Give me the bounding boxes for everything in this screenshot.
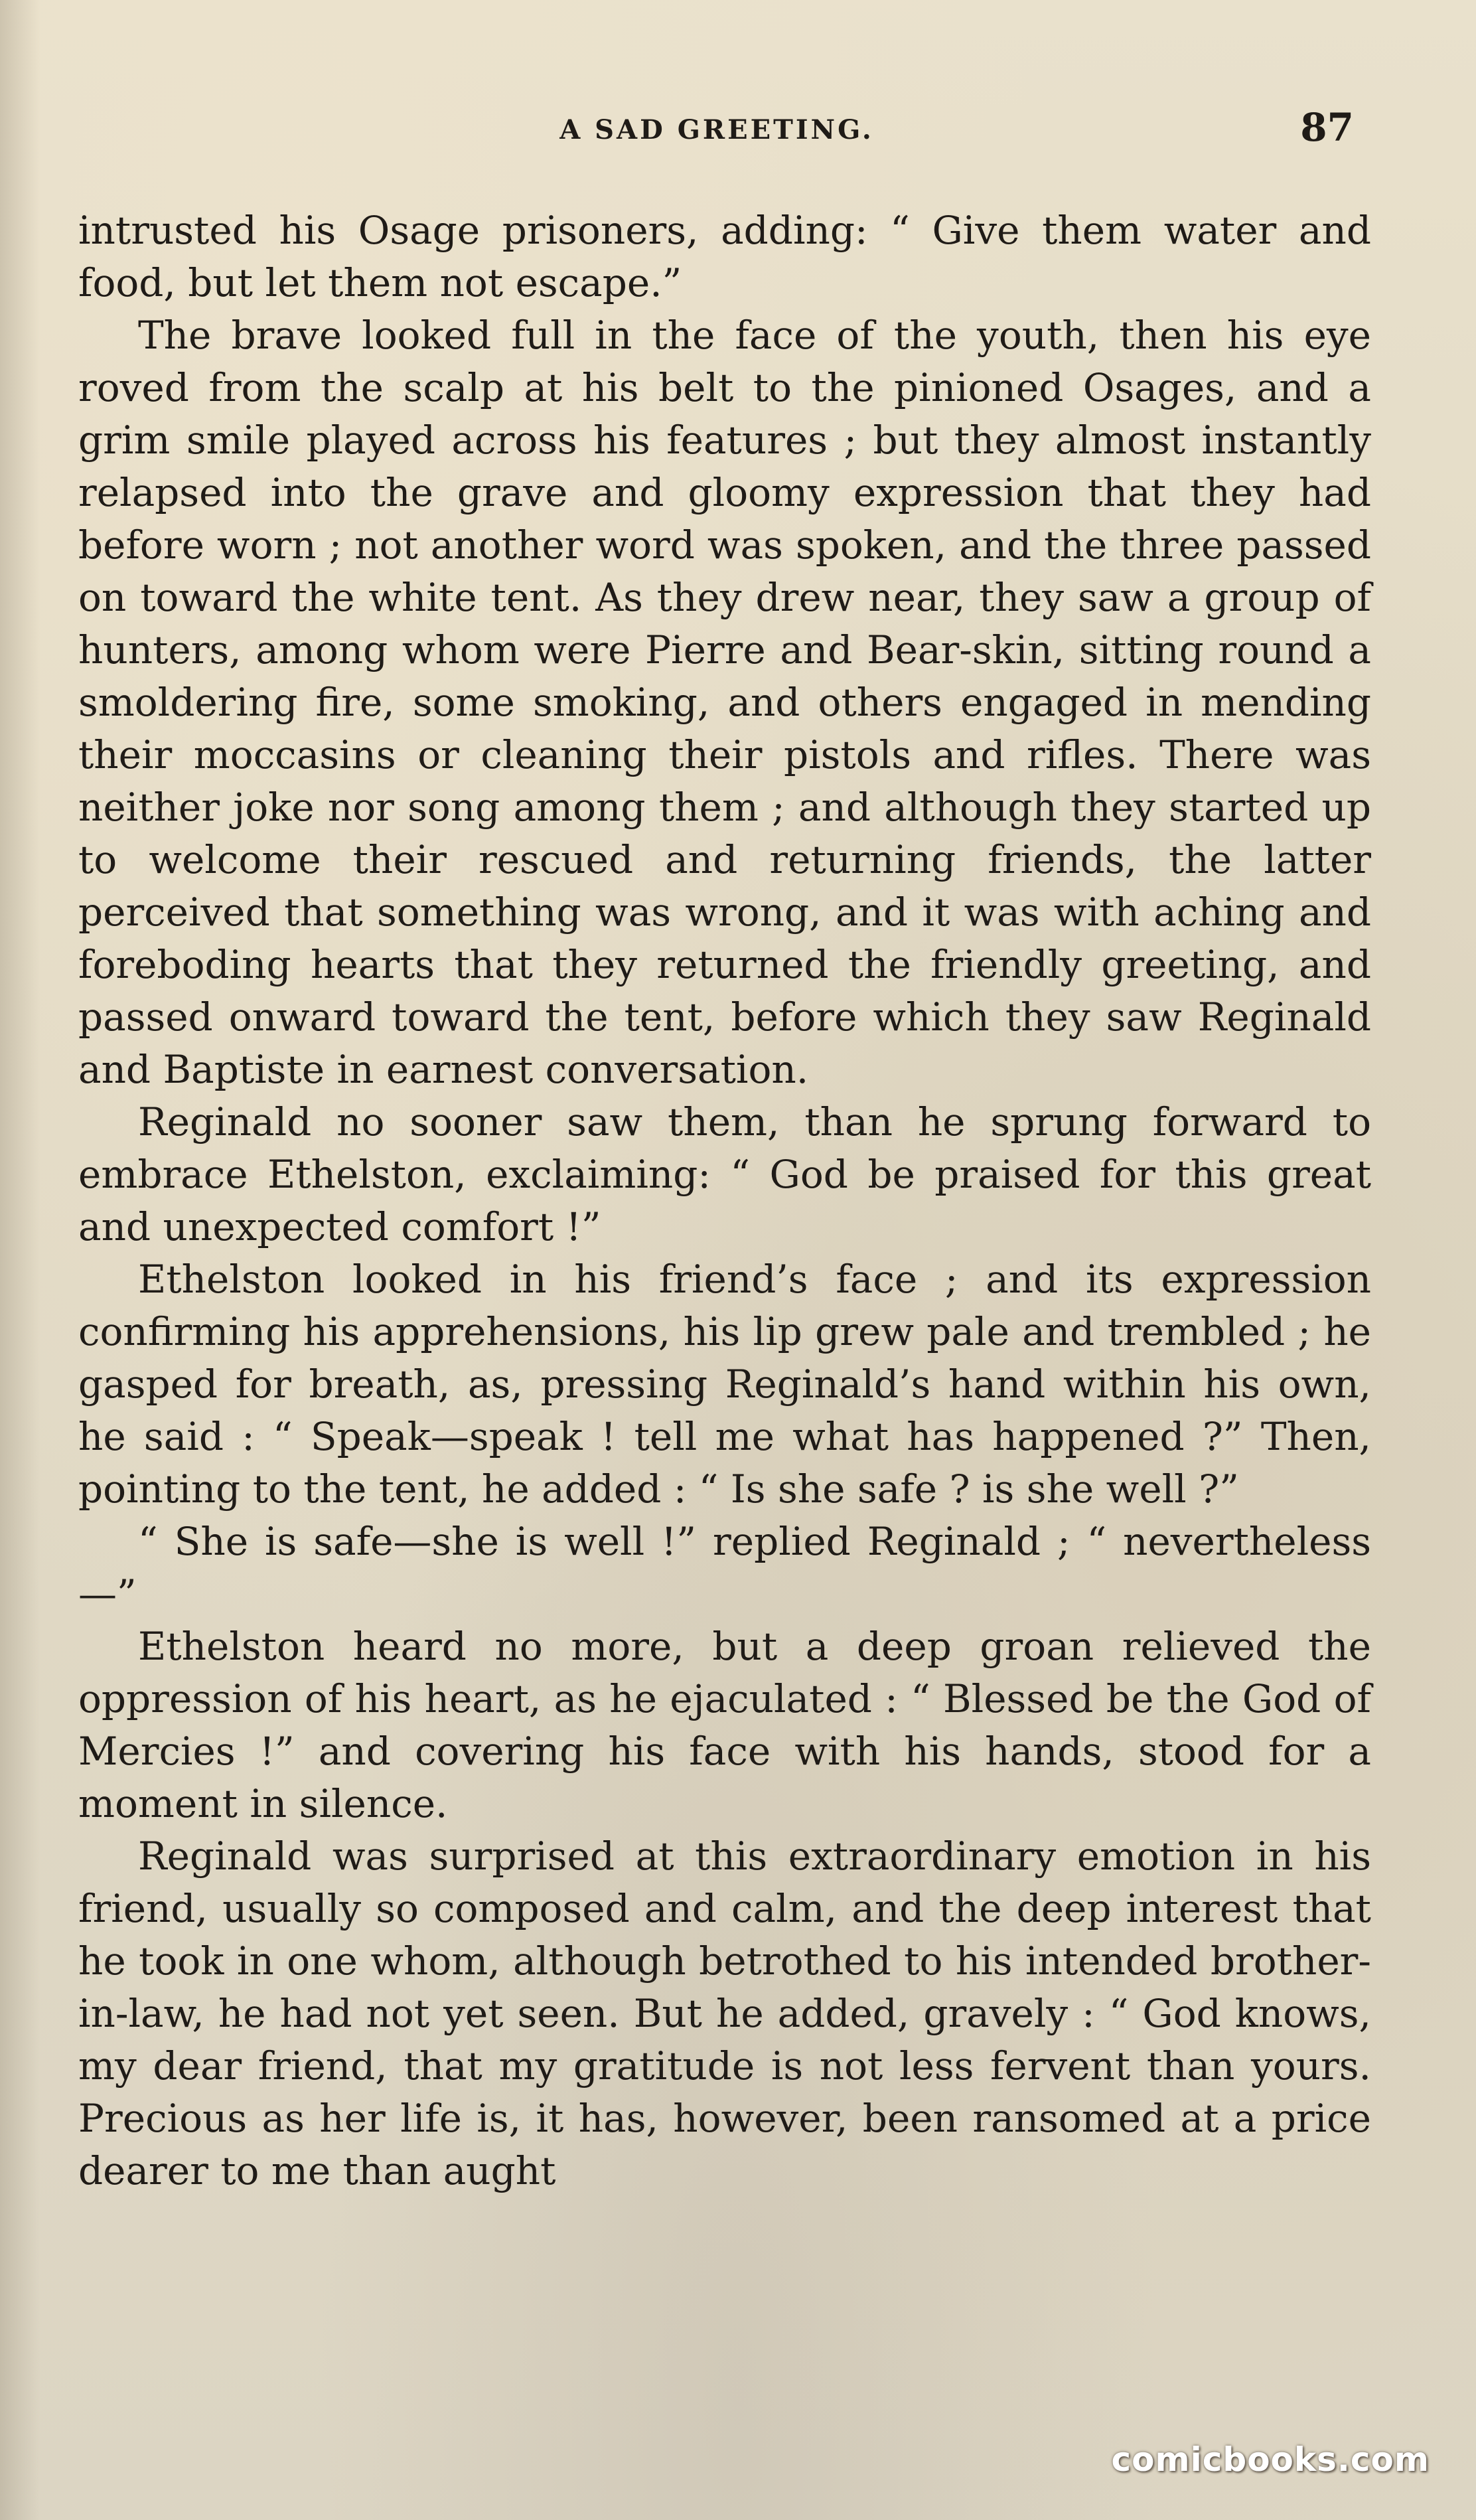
page-edge-shadow	[0, 0, 40, 2520]
watermark-text: comicbooks.com	[1111, 2440, 1430, 2479]
paragraph: Reginald was surprised at this extraordinary emotion in his friend, usually so composed and calm, and the deep interest that he took in one whom, although betrothed to his intended brother-in-law, he had not yet seen. But he added, gravely : “ God knows, my dear friend, that my gratitude is not less fervent than yours. Precious as her life is, it has, however, been ransomed at a price dearer to me than aught	[78, 1834, 1371, 2193]
paragraph: “ She is safe—she is well !” replied Reginald ; “ nevertheless—”	[78, 1519, 1371, 1616]
page-number: 87	[1300, 105, 1354, 150]
paragraph: intrusted his Osage prisoners, adding: “ Give them water and food, but let them not escape.”	[78, 208, 1371, 305]
paragraph: Ethelston heard no more, but a deep groan relieved the oppression of his heart, as he ejaculated : “ Blessed be the God of Mercies !” and covering his face with his hands, stood for a moment in silence.	[78, 1624, 1371, 1826]
body-text	[78, 204, 1371, 2197]
page-header	[80, 100, 1354, 159]
paragraph: The brave looked full in the face of the youth, then his eye roved from the scalp at his belt to the pinioned Osages, and a grim smile played across his features ; but they almost instantly relapsed into the grave and gloomy expression that they had before worn ; not another word was spoken, and the three passed on toward the white tent. As they drew near, they saw a group of hunters, among whom were Pierre and Bear-skin, sitting round a smoldering fire, some smoking, and others engaged in mending their moccasins or cleaning their pistols and rifles. There was neither joke nor song among them ; and although they started up to welcome their rescued and returning friends, the latter perceived that something was wrong, and it was with aching and foreboding hearts that they returned the friendly greeting, and passed onward toward the tent, before which they saw Reginald and Baptiste in earnest conversation.	[78, 313, 1371, 1092]
paragraph: Reginald no sooner saw them, than he sprung forward to embrace Ethelston, exclaiming: “ God be praised for this great and unexpected comfort !”	[78, 1099, 1371, 1249]
running-head: A SAD GREETING.	[559, 114, 874, 145]
paragraph: Ethelston looked in his friend’s face ; and its expression confirming his apprehensions, his lip grew pale and trembled ; he gasped for breath, as, pressing Reginald’s hand within his own, he said : “ Speak—speak ! tell me what has happened ?” Then, pointing to the tent, he added : “ Is she safe ? is she well ?”	[78, 1257, 1371, 1512]
